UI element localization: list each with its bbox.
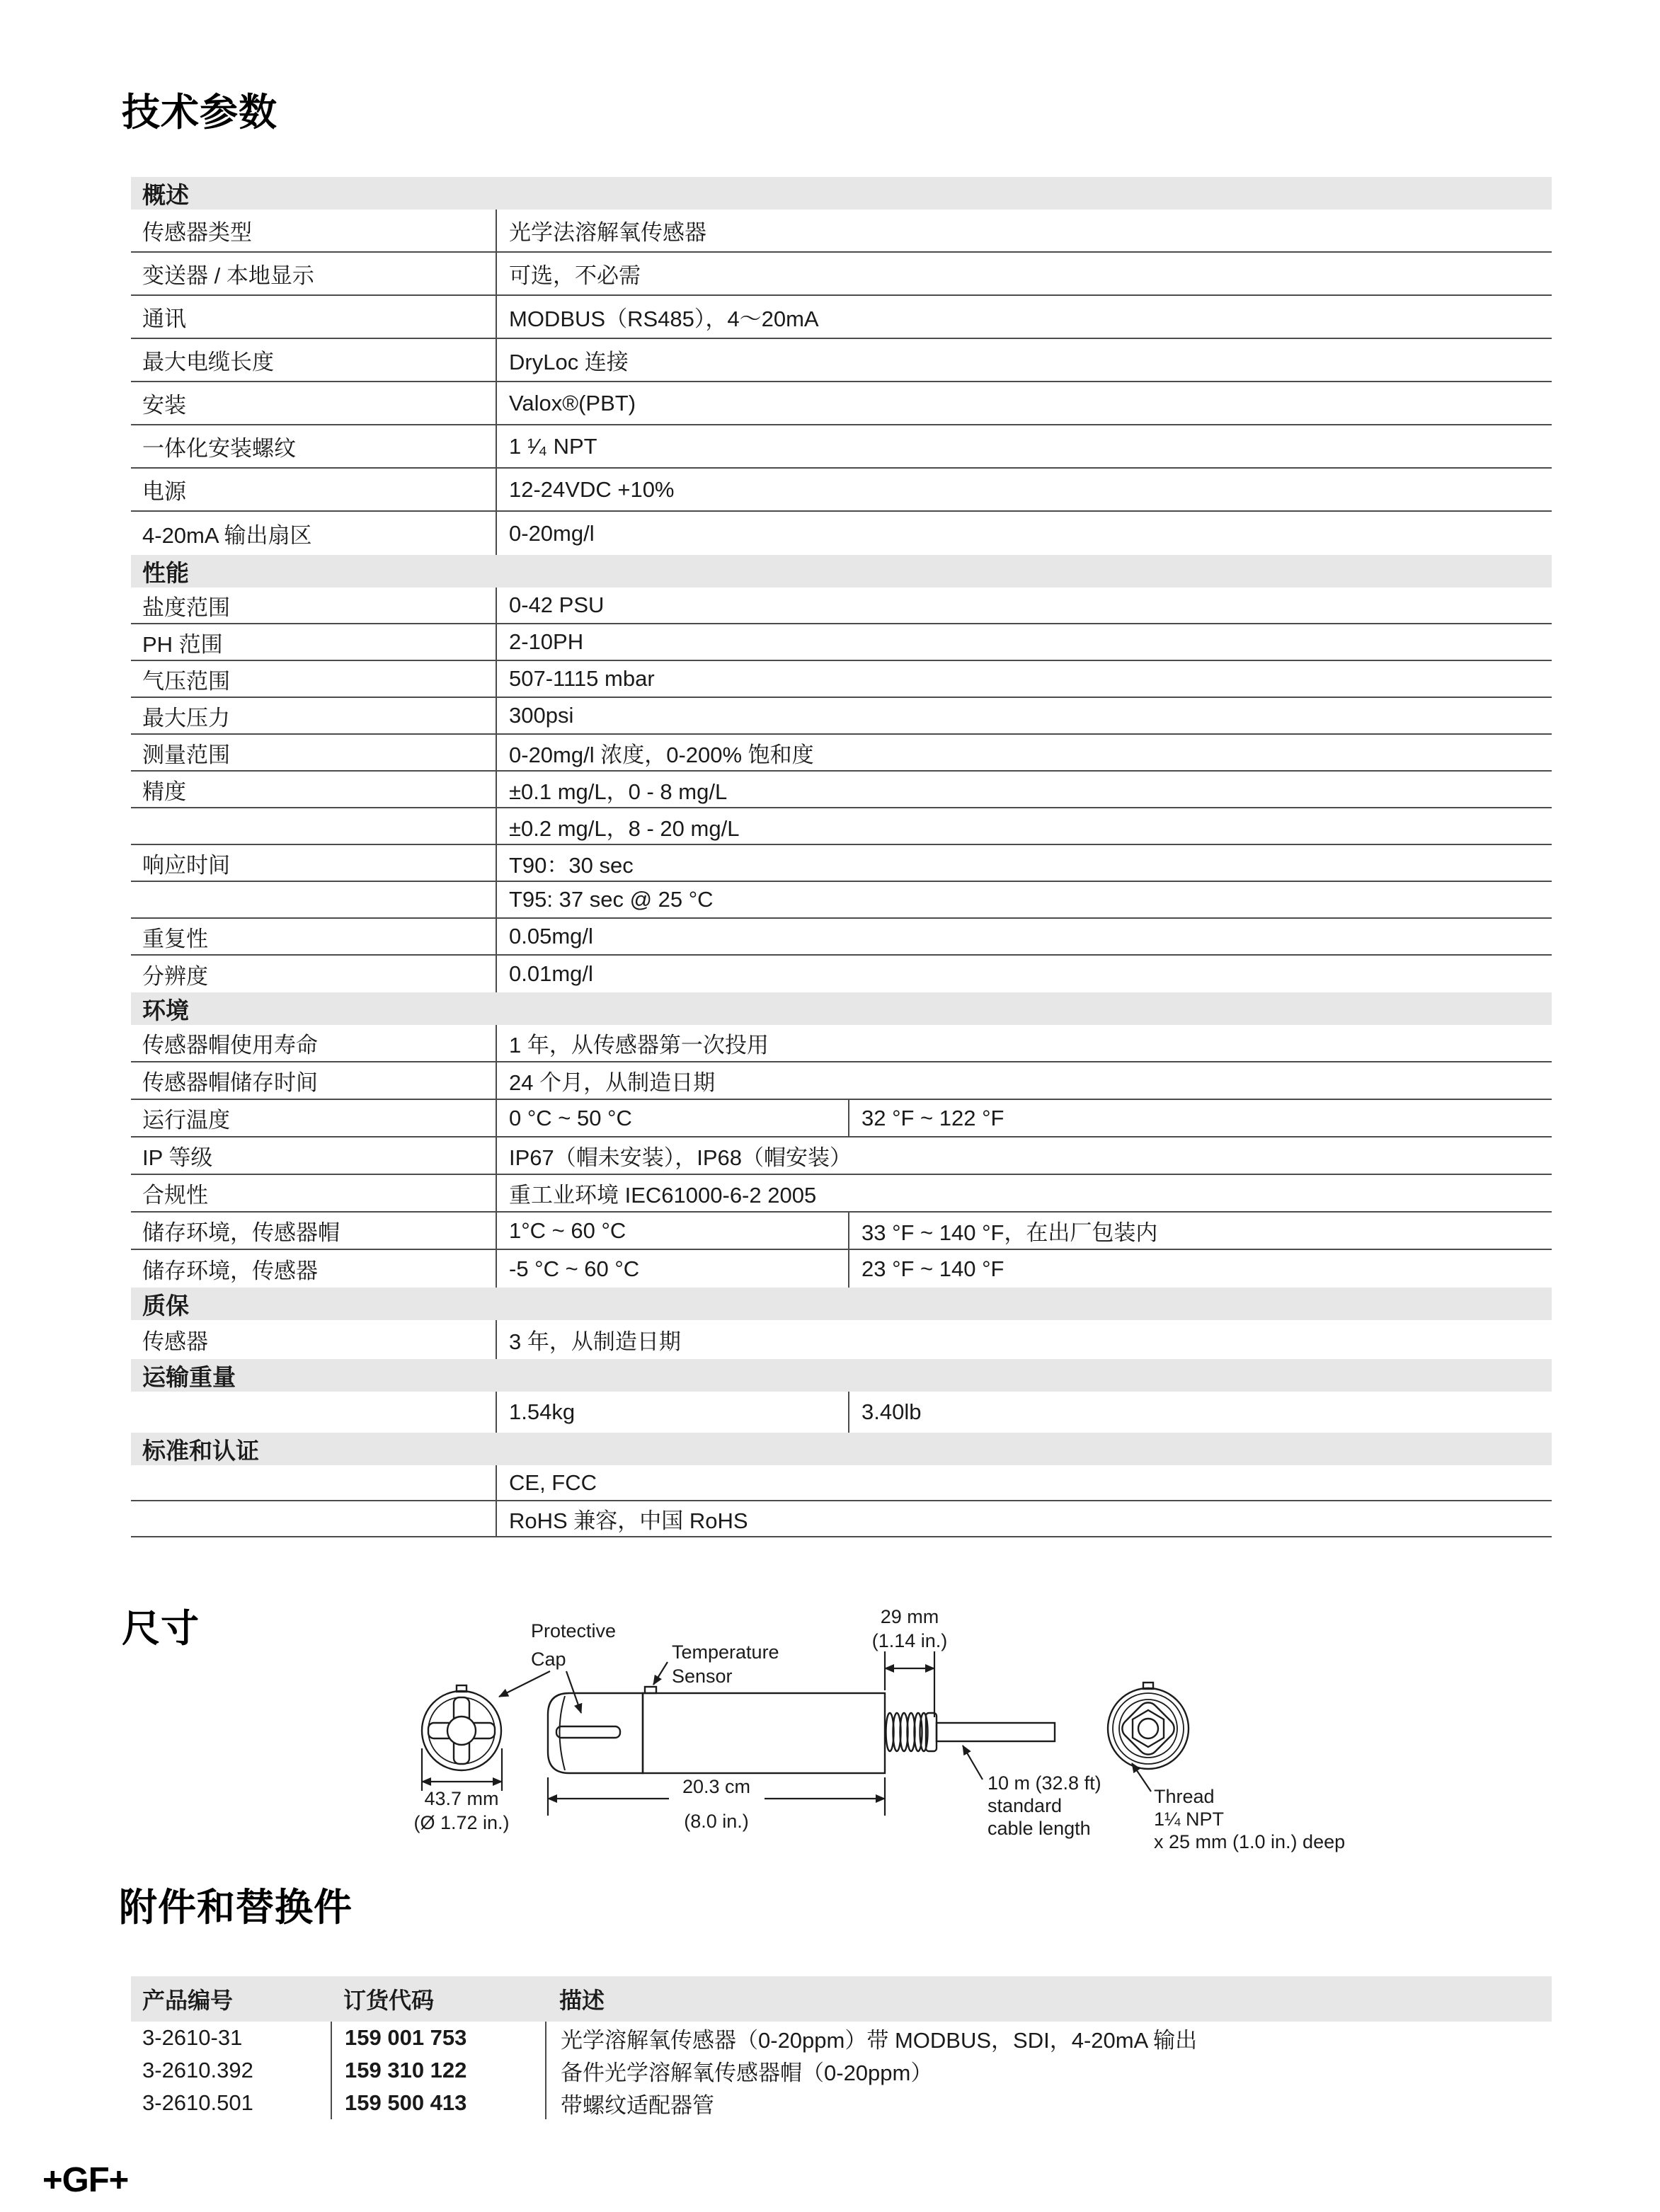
dim-29-label: 29 mm	[880, 1606, 939, 1627]
section-header-warranty	[131, 1288, 1552, 1320]
spec-value: ±0.2 mg/L，8 - 20 mg/L	[496, 808, 1552, 844]
spec-value: T90：30 sec	[496, 845, 1552, 881]
spec-value: CE, FCC	[496, 1465, 1552, 1500]
section-header-label: 运输重量	[142, 1363, 236, 1390]
section-header-environment	[131, 992, 1552, 1025]
spec-value: 0-42 PSU	[496, 588, 1552, 623]
protective-cap-arrows	[499, 1671, 581, 1713]
spec-label: 传感器	[142, 1329, 208, 1354]
col-header-order-code: 订货代码	[343, 1988, 435, 2013]
spec-row	[131, 956, 1552, 992]
spec-value: 0 °C ~ 50 °C	[496, 1100, 848, 1136]
section-header-overview	[131, 177, 1552, 210]
spec-label: 测量范围	[142, 742, 230, 767]
col-header-description: 描述	[559, 1988, 605, 2013]
cable-length-label: 10 m (32.8 ft)	[988, 1772, 1101, 1794]
spec-label: 4-20mA 输出扇区	[142, 523, 312, 548]
spec-label: 运行温度	[142, 1108, 230, 1133]
spec-label: 储存环境，传感器	[142, 1259, 318, 1283]
order-code: 159 310 122	[331, 2054, 545, 2087]
spec-label: 储存环境，传感器帽	[142, 1220, 340, 1245]
spec-value: 1 年，从传感器第一次投用	[496, 1025, 1552, 1061]
spec-label: 合规性	[142, 1183, 208, 1208]
dimension-drawing	[283, 1578, 1380, 1862]
spec-label: 电源	[142, 479, 186, 504]
spec-label: 一体化安装螺纹	[142, 436, 296, 461]
spec-value-2: 33 °F ~ 140 °F，在出厂包装内	[848, 1213, 1552, 1249]
spec-value: 光学法溶解氧传感器	[496, 210, 1552, 251]
spec-row	[131, 512, 1552, 555]
part-number: 3-2610.392	[142, 2058, 253, 2082]
spec-label: 分辨度	[142, 963, 208, 989]
spec-value: 1.54kg	[496, 1392, 848, 1433]
description: 光学溶解氧传感器（0-20ppm）带 MODBUS，SDI，4-20mA 输出	[545, 2022, 1552, 2054]
spec-value-2: 32 °F ~ 122 °F	[848, 1100, 1552, 1136]
spec-row	[131, 1250, 1552, 1288]
spec-value: 24 个月，从制造日期	[496, 1062, 1552, 1099]
spec-label	[131, 808, 496, 844]
accessory-row	[131, 2054, 1552, 2087]
spec-label: 传感器类型	[142, 220, 252, 245]
dim-20-3-label-2: (8.0 in.)	[684, 1811, 749, 1832]
order-code: 159 500 413	[331, 2087, 545, 2119]
spec-row	[131, 772, 1552, 808]
spec-row	[131, 808, 1552, 845]
spec-value: 0.01mg/l	[496, 956, 1552, 992]
spec-value: 300psi	[496, 698, 1552, 733]
spec-value-2: 3.40lb	[848, 1392, 1552, 1433]
order-code: 159 001 753	[331, 2022, 545, 2054]
spec-row	[131, 1175, 1552, 1213]
section-header-label: 标准和认证	[142, 1437, 259, 1464]
page-title: 技术参数	[122, 91, 277, 134]
cable-length-label-2: standard	[988, 1795, 1063, 1816]
thread-label: Thread	[1154, 1786, 1215, 1807]
temperature-sensor-label-2: Sensor	[672, 1666, 733, 1687]
dim-43-7-label: 43.7 mm	[424, 1788, 499, 1809]
spec-label: 传感器帽使用寿命	[142, 1033, 318, 1058]
spec-label: 变送器 / 本地显示	[142, 263, 314, 288]
spec-label: 传感器帽储存时间	[142, 1070, 318, 1095]
spec-value: ±0.1 mg/L，0 - 8 mg/L	[496, 772, 1552, 807]
section-header-standards	[131, 1433, 1552, 1465]
spec-table	[131, 177, 1552, 1537]
section-header-label: 质保	[142, 1292, 189, 1319]
spec-value: 0.05mg/l	[496, 919, 1552, 954]
spec-row	[131, 253, 1552, 296]
spec-value: RoHS 兼容，中国 RoHS	[496, 1501, 1552, 1536]
spec-row	[131, 1025, 1552, 1062]
spec-row	[131, 588, 1552, 624]
spec-label: 通讯	[142, 306, 186, 331]
spec-row	[131, 339, 1552, 382]
description: 带螺纹适配器管	[545, 2087, 1552, 2119]
spec-row	[131, 661, 1552, 698]
dimensions-title: 尺寸	[122, 1608, 200, 1650]
accessory-row	[131, 2087, 1552, 2119]
col-header-part-number: 产品编号	[142, 1988, 234, 2013]
spec-row	[131, 735, 1552, 772]
spec-value: 重工业环境 IEC61000-6-2 2005	[496, 1175, 1552, 1211]
dim-29	[885, 1651, 934, 1717]
spec-label: 安装	[142, 393, 186, 418]
accessories-header-row	[131, 1976, 1552, 2022]
cable-length-label-3: cable length	[988, 1818, 1091, 1839]
spec-label: 气压范围	[142, 668, 230, 694]
thread-label-3: x 25 mm (1.0 in.) deep	[1154, 1831, 1346, 1852]
spec-row	[131, 919, 1552, 956]
spec-value: 1 ¹⁄₄ NPT	[496, 425, 1552, 467]
spec-value: 12-24VDC +10%	[496, 469, 1552, 510]
spec-row	[131, 845, 1552, 882]
spec-value: MODBUS（RS485），4～20mA	[496, 296, 1552, 338]
spec-value: Valox®(PBT)	[496, 382, 1552, 424]
cable-arrow	[963, 1746, 983, 1780]
spec-row	[131, 425, 1552, 469]
spec-row	[131, 698, 1552, 735]
spec-value: 0-20mg/l	[496, 512, 1552, 555]
section-header-performance	[131, 555, 1552, 588]
protective-cap-label-2: Cap	[531, 1649, 566, 1670]
spec-value: 1°C ~ 60 °C	[496, 1213, 848, 1249]
spec-row	[131, 1137, 1552, 1175]
thread-label-2: 1¼ NPT	[1154, 1809, 1225, 1830]
dim-43-7-label-2: (Ø 1.72 in.)	[413, 1812, 510, 1833]
spec-value: 3 年，从制造日期	[496, 1320, 1552, 1359]
spec-label: 精度	[142, 779, 186, 804]
spec-label: 盐度范围	[142, 595, 230, 620]
spec-value: DryLoc 连接	[496, 339, 1552, 381]
spec-value: 2-10PH	[496, 624, 1552, 660]
spec-label: 重复性	[142, 926, 208, 951]
spec-label: 响应时间	[142, 852, 230, 878]
spec-value: IP67（帽未安装），IP68（帽安装）	[496, 1137, 1552, 1174]
spec-label	[131, 1465, 496, 1500]
description: 备件光学溶解氧传感器帽（0-20ppm）	[545, 2054, 1552, 2087]
spec-label: PH 范围	[142, 631, 223, 657]
section-header-label: 性能	[142, 559, 189, 586]
spec-value: -5 °C ~ 60 °C	[496, 1250, 848, 1288]
spec-row	[131, 382, 1552, 425]
spec-label	[131, 1392, 496, 1433]
spec-row	[131, 210, 1552, 253]
accessory-row	[131, 2022, 1552, 2054]
spec-row	[131, 1501, 1552, 1537]
spec-value: 可选，不必需	[496, 253, 1552, 294]
part-number: 3-2610.501	[142, 2090, 253, 2115]
spec-row	[131, 624, 1552, 661]
spec-label	[131, 1501, 496, 1536]
spec-value-2: 23 °F ~ 140 °F	[848, 1250, 1552, 1288]
section-header-label: 概述	[142, 181, 189, 208]
temperature-sensor-arrow	[653, 1662, 668, 1685]
spec-row	[131, 1465, 1552, 1501]
accessories-body	[131, 2022, 1552, 2119]
spec-label: 最大压力	[142, 705, 230, 730]
part-number: 3-2610-31	[142, 2025, 243, 2050]
protective-cap-label: Protective	[531, 1620, 617, 1641]
temperature-sensor-label: Temperature	[672, 1641, 779, 1663]
sensor-side-view	[548, 1687, 1055, 1773]
accessories-table	[131, 1976, 1552, 2119]
section-header-label: 环境	[142, 997, 189, 1024]
spec-label	[131, 882, 496, 917]
spec-value: 507-1115 mbar	[496, 661, 1552, 697]
sensor-front-view	[422, 1685, 501, 1770]
sensor-rear-view	[1108, 1683, 1189, 1769]
spec-label: 最大电缆长度	[142, 350, 274, 374]
spec-row	[131, 1062, 1552, 1100]
spec-row	[131, 1320, 1552, 1359]
dim-20-3-label: 20.3 cm	[682, 1776, 751, 1797]
gf-logo: +GF+	[42, 2161, 129, 2199]
spec-row	[131, 1392, 1552, 1433]
dim-29-label-2: (1.14 in.)	[871, 1630, 948, 1651]
spec-row	[131, 296, 1552, 339]
spec-row	[131, 469, 1552, 512]
accessories-title: 附件和替换件	[119, 1886, 353, 1929]
spec-label: IP 等级	[142, 1145, 213, 1170]
spec-row	[131, 1100, 1552, 1137]
spec-value: T95: 37 sec @ 25 °C	[496, 882, 1552, 917]
section-header-shipping-weight	[131, 1359, 1552, 1392]
spec-row	[131, 882, 1552, 919]
spec-value: 0-20mg/l 浓度，0-200% 饱和度	[496, 735, 1552, 770]
spec-row	[131, 1213, 1552, 1250]
